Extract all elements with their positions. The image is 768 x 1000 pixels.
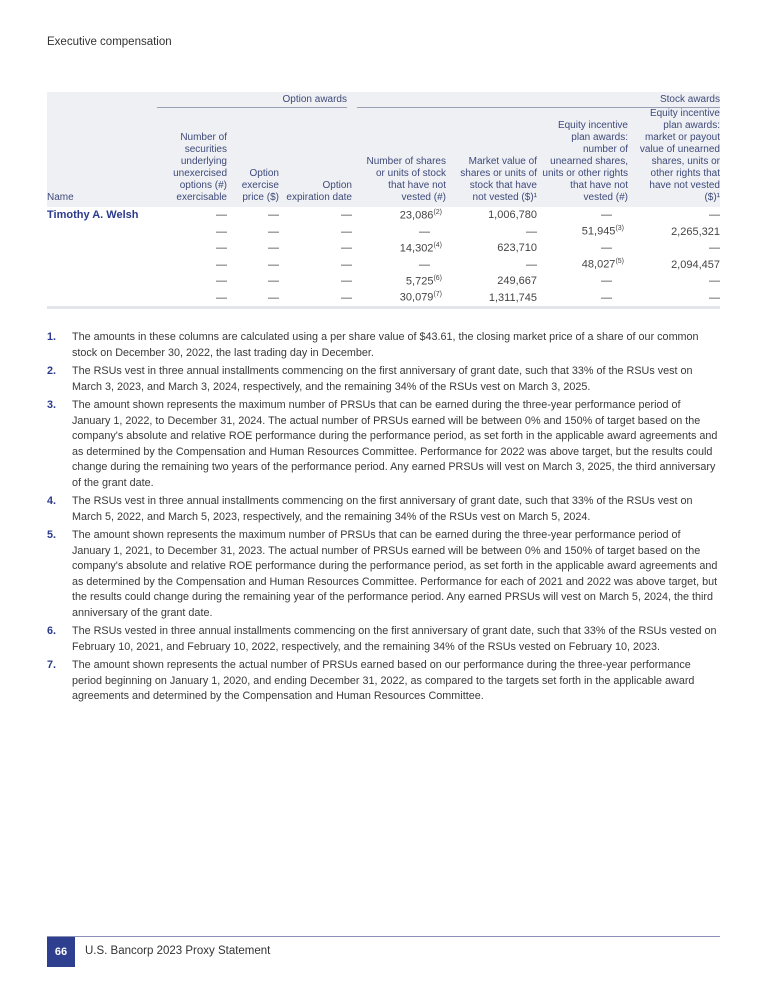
group-stock-awards: Stock awards bbox=[352, 92, 720, 108]
footnote-ref: (6) bbox=[433, 274, 442, 282]
footnote-text: The amount shown represents the maximum number of PRSUs that can be earned during the three-year performance period of January 1, 2022, to December 31, 2024. The actual number of PRSUs earned will be between 0% and 150% of target based on the company's absolute and relative ROE performance during the performance period, as set forth in the applicable award agreements and as determined by the Compensation and Human Resources Committee. Performance for 2022 was above target, but the results could change during the remaining two years of the performance period. Any earned PRSUs will vest on March 3, 2025, the third anniversary of the grant date. bbox=[72, 399, 718, 489]
value-cell: — bbox=[279, 290, 352, 308]
value-cell: 623,710 bbox=[497, 242, 537, 255]
name-cell bbox=[47, 224, 157, 241]
value-cell: 14,302$^{(4)}$ bbox=[399, 241, 442, 255]
value-cell: — bbox=[537, 290, 628, 308]
value-cell: 249,667 bbox=[497, 275, 537, 288]
footnote bbox=[47, 528, 719, 621]
value-cell: 2,265,321 bbox=[671, 225, 720, 238]
footnote-ref: (5) bbox=[615, 258, 624, 266]
footnotes bbox=[47, 330, 719, 708]
footnote-text: The RSUs vest in three annual installments commencing on the first anniversary of grant date, such that 33% of the RSUs vest on March 5, 2022, and March 5, 2023, respectively, and the remaining 34% of the RSUs vest on March 5, 2024. bbox=[72, 495, 693, 523]
footnote bbox=[47, 398, 719, 491]
name-cell bbox=[47, 290, 157, 308]
value-cell: — bbox=[628, 290, 720, 308]
table-row bbox=[47, 207, 720, 224]
value-cell: — bbox=[216, 225, 227, 238]
value-cell: — bbox=[268, 225, 279, 238]
value-cell: — bbox=[341, 275, 352, 288]
group-option-awards: Option awards bbox=[157, 92, 352, 108]
name-cell bbox=[47, 273, 157, 290]
column-header: Number of shares or units of stock that have not vested (#) bbox=[352, 108, 446, 208]
footnote-number: 6. bbox=[47, 625, 57, 637]
value-cell: 5,725$^{(6)}$ bbox=[405, 274, 442, 288]
column-header: Option expiration date bbox=[279, 108, 352, 208]
value-cell: — bbox=[268, 275, 279, 288]
footnote-number: 7. bbox=[47, 659, 57, 671]
value-cell: — bbox=[601, 275, 612, 288]
footnote-number: 2. bbox=[47, 365, 57, 377]
value-cell: — bbox=[216, 209, 227, 222]
column-header: Name bbox=[47, 108, 157, 208]
table-row bbox=[47, 257, 720, 274]
footnote bbox=[47, 330, 719, 361]
footnote bbox=[47, 364, 719, 395]
value-cell: — bbox=[601, 209, 612, 222]
value-cell: — bbox=[526, 225, 537, 238]
footnote-number: 5. bbox=[47, 529, 57, 541]
footnote bbox=[47, 658, 719, 705]
value-cell: — bbox=[601, 242, 612, 255]
value-cell: — bbox=[268, 242, 279, 255]
column-header: Market value of shares or units of stock that have not vested ($)¹ bbox=[446, 108, 537, 208]
value-cell: 51,945$^{(3)}$ bbox=[581, 225, 624, 239]
value-cell: — bbox=[709, 275, 720, 288]
name-cell bbox=[47, 240, 157, 257]
value-cell: — bbox=[216, 275, 227, 288]
name-cell bbox=[47, 257, 157, 274]
value-cell: 48,027$^{(5)}$ bbox=[581, 258, 624, 272]
value-cell: — bbox=[709, 242, 720, 255]
name-cell: Timothy A. Welsh bbox=[47, 209, 139, 222]
column-header: Number of securities underlying unexercised options (#) exercisable bbox=[157, 108, 227, 208]
value-cell: — bbox=[268, 209, 279, 222]
footer-title: U.S. Bancorp 2023 Proxy Statement bbox=[85, 945, 271, 957]
value-cell: — bbox=[526, 258, 537, 271]
footnote-ref: (7) bbox=[433, 291, 442, 299]
footnote-text: The RSUs vest in three annual installments commencing on the first anniversary of grant date, such that 33% of the RSUs vest on March 3, 2023, and March 3, 2024, respectively, and the remaining 34% of the RSUs vest on March 3, 2025. bbox=[72, 365, 693, 393]
footnote-text: The amounts in these columns are calculated using a per share value of $43.61, the closing market price of a share of our common stock on December 30, 2022, the last trading day in December. bbox=[72, 331, 699, 359]
table-row bbox=[47, 240, 720, 257]
footnote-ref: (2) bbox=[433, 208, 442, 216]
page-number: 66 bbox=[47, 937, 75, 967]
footnote-ref: (3) bbox=[615, 225, 624, 233]
column-header: Option exercise price ($) bbox=[227, 108, 279, 208]
footnote bbox=[47, 624, 719, 655]
value-cell: 30,079$^{(7)}$ bbox=[352, 290, 446, 308]
column-header: Equity incentive plan awards: market or payout value of unearned shares, units or other rights that have not vested ($)¹ bbox=[628, 108, 720, 208]
value-cell: 1,311,745 bbox=[446, 290, 537, 308]
value-cell: — bbox=[341, 225, 352, 238]
value-cell: 2,094,457 bbox=[671, 258, 720, 271]
footnote-number: 4. bbox=[47, 495, 57, 507]
footnote-text: The amount shown represents the maximum number of PRSUs that can be earned during the three-year performance period of January 1, 2021, to December 31, 2023. The actual number of PRSUs earned will be between 0% and 150% of target based on the company's absolute and relative ROE performance during the performance period, as set forth in the applicable award agreements and as determined by the Compensation and Human Resources Committee. Performance for each of 2021 and 2022 was above target, but the results could change during the remaining year of the performance period. Any earned PRSUs will vest on March 5, 2024, the third anniversary of the grant date. bbox=[72, 529, 718, 619]
value-cell: — bbox=[227, 290, 279, 308]
value-cell: 23,086$^{(2)}$ bbox=[399, 208, 442, 222]
value-cell: — bbox=[341, 258, 352, 271]
footnote bbox=[47, 494, 719, 525]
value-cell: — bbox=[216, 242, 227, 255]
footnote-text: The RSUs vested in three annual installments commencing on the first anniversary of grant date, such that 33% of the RSUs vested on February 10, 2021, and February 10, 2022, respectively, and the remaining 34% of the RSUs vested on February 10, 2023. bbox=[72, 625, 717, 653]
value-cell: — bbox=[419, 225, 430, 238]
table-row bbox=[47, 224, 720, 241]
footnote-number: 3. bbox=[47, 399, 57, 411]
section-title: Executive compensation bbox=[47, 36, 172, 48]
value-cell: — bbox=[341, 242, 352, 255]
value-cell: — bbox=[709, 209, 720, 222]
table-row bbox=[47, 290, 720, 308]
value-cell: — bbox=[216, 258, 227, 271]
value-cell: — bbox=[157, 290, 227, 308]
footnote-number: 1. bbox=[47, 331, 57, 343]
value-cell: 1,006,780 bbox=[488, 209, 537, 222]
footnote-text: The amount shown represents the actual number of PRSUs earned based on our performance during the three-year performance period beginning on January 1, 2020, and ending December 31, 2022, as compared to the targets set forth in the applicable award agreements and determined by the Compensation and Human Resources Committee. bbox=[72, 659, 695, 702]
column-header: Equity incentive plan awards: number of unearned shares, units or other rights that have not vested (#) bbox=[537, 108, 628, 208]
value-cell: — bbox=[268, 258, 279, 271]
value-cell: — bbox=[419, 258, 430, 271]
outstanding-awards-table bbox=[47, 92, 720, 309]
page-footer bbox=[47, 936, 720, 958]
footnote-ref: (4) bbox=[433, 241, 442, 249]
table-row bbox=[47, 273, 720, 290]
value-cell: — bbox=[341, 209, 352, 222]
